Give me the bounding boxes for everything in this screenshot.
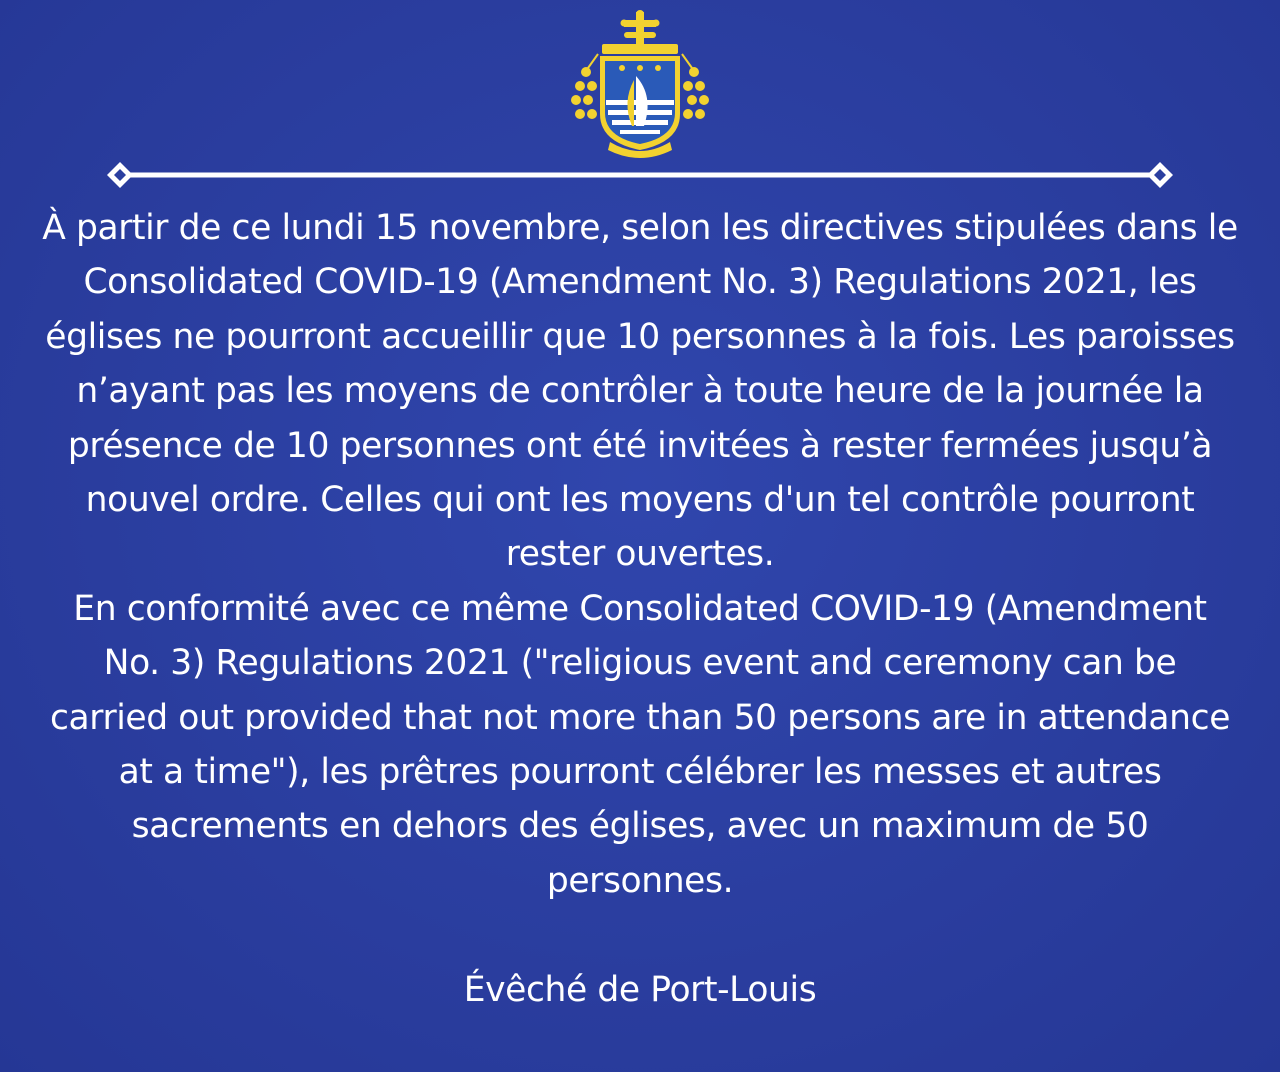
diocese-crest-logo xyxy=(570,10,710,162)
notice-body xyxy=(40,201,1240,908)
notice-paragraph-2: En conformité avec ce même Consolidated COVID-19 (Amendment No. 3) Regulations 2021 ("religious event and ceremony can be carried out provided that not more than 50 persons are in attendance at a time"), les prêtres pourront célébrer les messes et autres sacrements en dehors des églises, avec un maximum de 50 personnes. xyxy=(49,588,1231,901)
signature: Évêché de Port-Louis xyxy=(463,970,817,1010)
notice-paragraph-1: À partir de ce lundi 15 novembre, selon les directives stipulées dans le Consolidated COVID-19 (Amendment No. 3) Regulations 2021, les églises ne pourront accueillir que 10 personnes à la fois. Les paroisses n’ayant pas les moyens de contrôler à toute heure de la journée la présence de 10 personnes ont été invitées à rester fermées jusqu’à nouvel ordre. Celles qui ont les moyens d'un tel contrôle pourront rester ouvertes. xyxy=(42,208,1238,575)
ornamental-divider xyxy=(104,160,1176,190)
